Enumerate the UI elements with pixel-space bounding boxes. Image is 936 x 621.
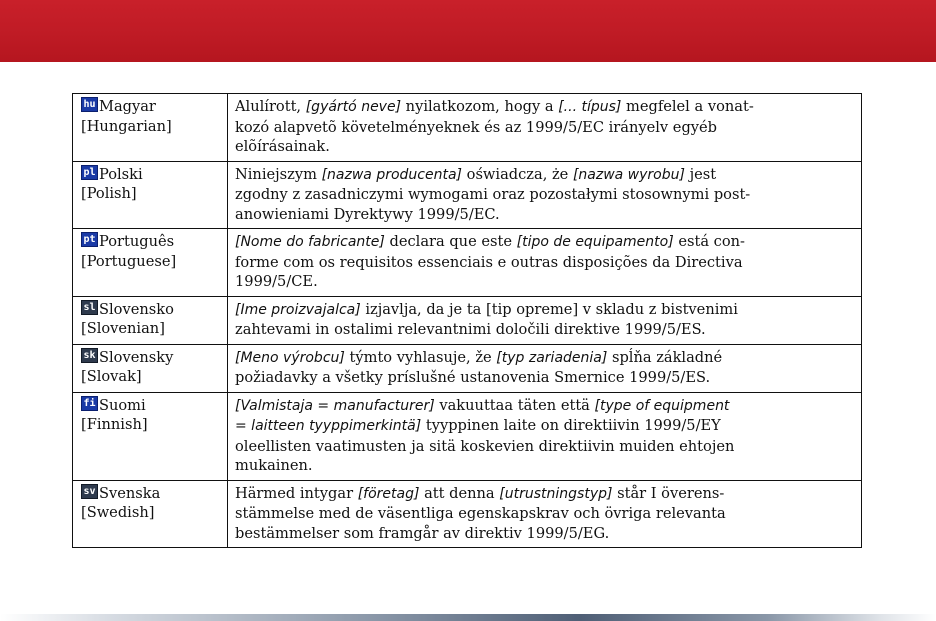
placeholder-text: [Ime proizvajalca] (235, 301, 361, 318)
language-cell (73, 392, 228, 480)
declaration-text: Niniejszym (235, 165, 322, 183)
language-name-english: [Slovenian] (81, 320, 165, 337)
declaration-line (235, 320, 855, 340)
language-cell (73, 94, 228, 162)
language-name-english: [Swedish] (81, 504, 155, 521)
placeholder-text: [Valmistaja = manufacturer] (235, 397, 435, 414)
language-name-english: [Finnish] (81, 416, 148, 433)
declaration-text-cell (228, 229, 862, 297)
declaration-text: att denna (419, 484, 500, 502)
top-banner (0, 0, 936, 62)
placeholder-text: [type of equipment (594, 397, 730, 414)
declaration-text: kozó alapvetõ követelményeknek és az 1999/5/EC irányelv egyéb (235, 118, 718, 136)
declaration-line (235, 396, 855, 417)
declaration-text: megfelel a vonat- (621, 98, 754, 115)
table-row (73, 344, 862, 392)
language-name: Svenska (99, 484, 161, 502)
table-row (73, 161, 862, 229)
language-name-english: [Slovak] (81, 368, 142, 385)
placeholder-text: [nazwa wyrobu] (572, 166, 685, 183)
declaration-line (235, 504, 855, 524)
declaration-line (235, 484, 855, 505)
declaration-table-body (73, 94, 862, 548)
placeholder-text: [Nome do fabricante] (235, 234, 385, 250)
declaration-text: Alulírott, (235, 98, 306, 115)
language-name: Suomi (99, 396, 146, 414)
declaration-text-cell (228, 161, 862, 229)
placeholder-text: [utrustningstyp] (499, 485, 613, 502)
declaration-line (235, 368, 855, 388)
language-cell (73, 296, 228, 344)
declaration-text-cell (228, 94, 862, 162)
language-name: Slovensko (99, 300, 174, 318)
declaration-line (235, 524, 855, 544)
language-flag-icon: pl (81, 165, 98, 180)
declaration-line (235, 416, 855, 437)
declaration-text: týmto vyhlasuje, že (344, 348, 497, 366)
declaration-text: mukainen. (235, 457, 313, 474)
declaration-line (235, 137, 855, 157)
declaration-line (235, 300, 855, 321)
language-name: Polski (99, 165, 143, 183)
table-row (73, 480, 862, 548)
language-cell (73, 344, 228, 392)
declaration-text: elõírásainak. (235, 138, 330, 155)
declaration-text: Härmed intygar (235, 484, 358, 502)
declaration-text: požiadavky a všetky príslušné ustanovenia Smernice 1999/5/ES. (235, 369, 711, 386)
language-flag-icon: fi (81, 396, 98, 411)
table-row (73, 392, 862, 480)
declaration-text: está con- (673, 233, 745, 250)
declaration-line (235, 253, 855, 273)
declaration-text: zahtevami in ostalimi relevantnimi določili direktive 1999/5/ES. (235, 321, 706, 338)
declaration-line (235, 185, 855, 205)
placeholder-text: = laitteen tyyppimerkintä] (235, 418, 422, 434)
table-row (73, 229, 862, 297)
language-flag-icon: pt (81, 232, 98, 247)
table-row (73, 296, 862, 344)
declaration-text: vakuuttaa täten että (434, 396, 595, 414)
declaration-text-cell (228, 392, 862, 480)
bottom-gradient-strip (0, 614, 936, 621)
declaration-text-cell (228, 344, 862, 392)
declaration-line (235, 348, 855, 369)
declaration-text-cell (228, 296, 862, 344)
language-name-english: [Polish] (81, 185, 137, 202)
language-name: Português (99, 233, 175, 250)
declaration-text: oświadcza, że (462, 165, 573, 183)
language-cell (73, 229, 228, 297)
declaration-text: stämmelse med de väsentliga egenskapskrav och övriga relevanta (235, 505, 726, 522)
declaration-text: oleellisten vaatimusten ja sitä koskevien direktiivin muiden ehtojen (235, 437, 735, 455)
declaration-line (235, 272, 855, 292)
declaration-table (72, 93, 862, 548)
declaration-text: tyyppinen laite on direktiivin 1999/5/EY (421, 417, 721, 434)
placeholder-text: [typ zariadenia] (496, 349, 608, 366)
declaration-text: jest (684, 165, 717, 183)
declaration-line (235, 165, 855, 186)
declaration-text: nyilatkozom, hogy a (401, 98, 559, 115)
declaration-line (235, 118, 855, 138)
declaration-line (235, 456, 855, 476)
declaration-line (235, 437, 855, 457)
placeholder-text: [Meno výrobcu] (235, 349, 345, 366)
declaration-text: bestämmelser som framgår av direktiv 1999/5/EG. (235, 524, 610, 542)
declaration-text: forme com os requisitos essenciais e outras disposições da Directiva (235, 253, 743, 271)
declaration-text: anowieniami Dyrektywy 1999/5/EC. (235, 205, 500, 223)
language-flag-icon: sk (81, 348, 98, 363)
language-name-english: [Hungarian] (81, 117, 172, 135)
language-name-english: [Portuguese] (81, 252, 177, 270)
table-row (73, 94, 862, 162)
placeholder-text: [tipo de equipamento] (516, 234, 674, 250)
language-flag-icon: hu (81, 97, 98, 112)
placeholder-text: [nazwa producenta] (321, 166, 463, 183)
declaration-line (235, 205, 855, 225)
declaration-line (235, 97, 855, 118)
declaration-line (235, 232, 855, 253)
declaration-text: spĺňa základné (607, 348, 723, 366)
language-flag-icon: sv (81, 484, 98, 499)
placeholder-text: [... típus] (558, 99, 622, 115)
language-name: Slovensky (99, 348, 174, 366)
placeholder-text: [företag] (357, 485, 420, 502)
declaration-text: 1999/5/CE. (235, 273, 318, 290)
language-name: Magyar (99, 98, 156, 115)
declaration-text: izjavlja, da je ta [tip opreme] v skladu z bistvenimi (360, 300, 738, 318)
placeholder-text: [gyártó neve] (305, 99, 402, 115)
declaration-text: declara que este (384, 233, 517, 250)
declaration-text-cell (228, 480, 862, 548)
language-cell (73, 161, 228, 229)
declaration-text: zgodny z zasadniczymi wymogami oraz pozostałymi stosownymi post- (235, 186, 751, 203)
language-flag-icon: sl (81, 300, 98, 315)
language-cell (73, 480, 228, 548)
declaration-text: står I överens- (612, 484, 725, 502)
